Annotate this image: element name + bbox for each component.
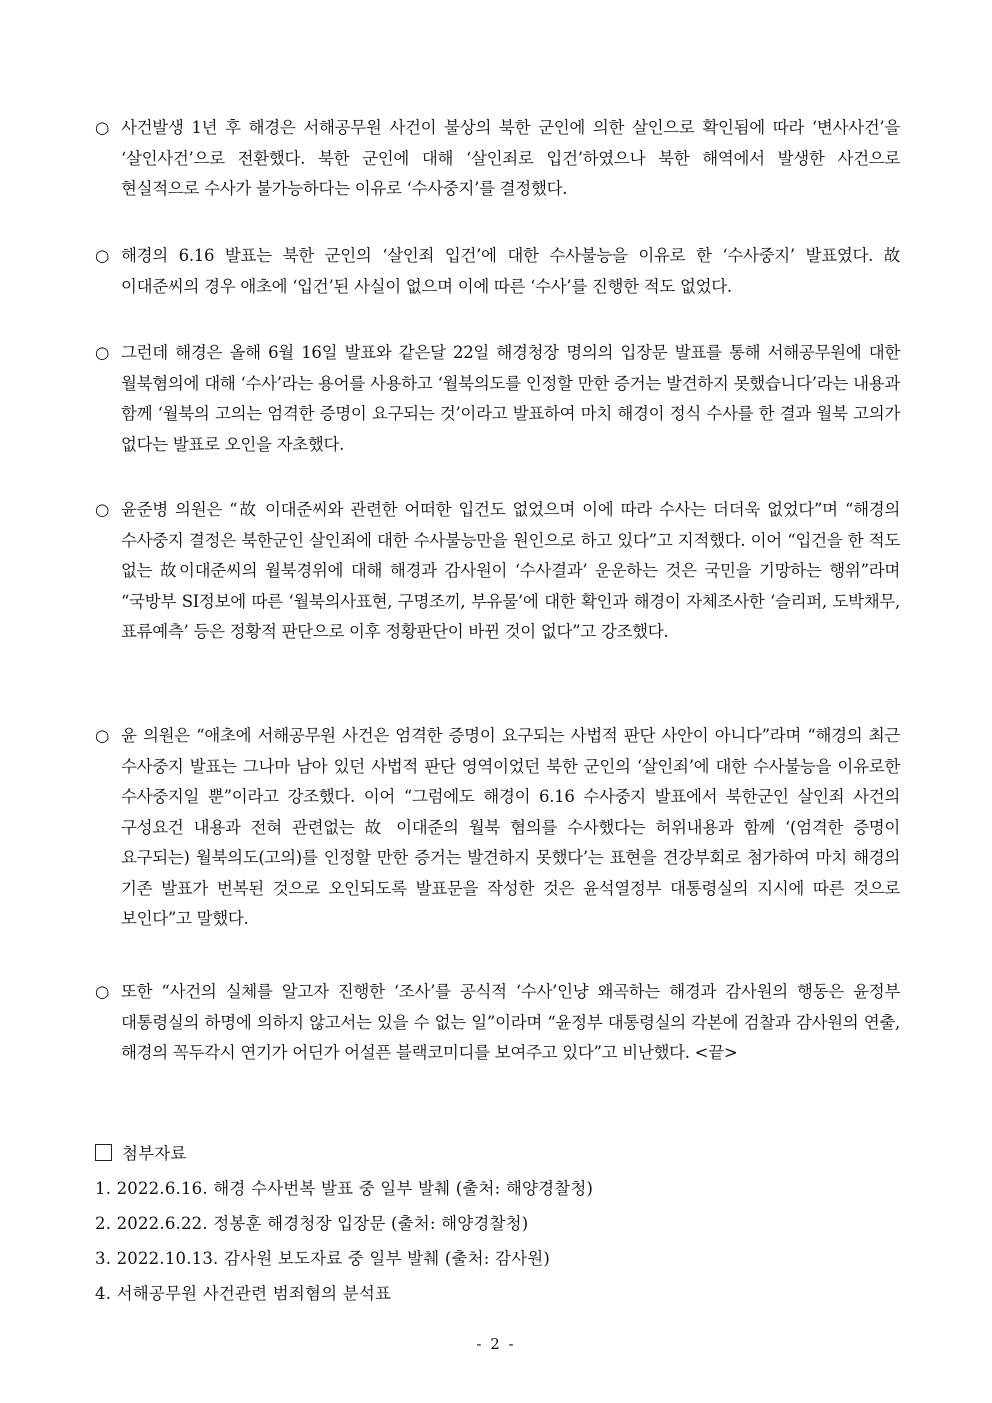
paragraph-6 — [95, 977, 900, 1069]
paragraph-text: 그런데 해경은 올해 6월 16일 발표와 같은달 22일 해경청장 명의의 입장문 발표를 통해 서해공무원에 대한 월북혐의에 대해 ‘수사’라는 용어를 사용하고 ‘월북의도를 인정할 만한 증거는 발견하지 못했습니다’라는 내용과 함께 ‘월북의 고의는 엄격한 증명이 요구되는 것’이라고 발표하여 마치 해경이 정식 수사를 한 결과 월북 고의가 없다는 발표로 오인을 자초했다. — [121, 343, 900, 454]
circle-bullet-icon: ○ — [95, 246, 110, 265]
circle-bullet-icon: ○ — [95, 343, 110, 362]
paragraph-2 — [95, 241, 900, 302]
circle-bullet-icon: ○ — [95, 118, 110, 137]
square-box-icon — [95, 1144, 112, 1161]
attachments-section — [95, 1136, 900, 1311]
paragraph-text: 해경의 6.16 발표는 북한 군인의 ‘살인죄 입건’에 대한 수사불능을 이유로 한 ‘수사중지’ 발표였다. 故 이대준씨의 경우 애초에 ‘입건’된 사실이 없으며 이에 따른 ‘수사’를 진행한 적도 없었다. — [121, 246, 900, 296]
page-number: - 2 - — [476, 1335, 516, 1353]
attachment-item: 4. 서해공무원 사건관련 범죄혐의 분석표 — [95, 1284, 392, 1303]
paragraph-3 — [95, 338, 900, 460]
circle-bullet-icon: ○ — [95, 726, 110, 745]
paragraph-4 — [95, 495, 900, 648]
attachment-item: 1. 2022.6.16. 해경 수사번복 발표 중 일부 발췌 (출처: 해양경찰청) — [95, 1179, 594, 1198]
attachment-item: 3. 2022.10.13. 감사원 보도자료 중 일부 발췌 (출처: 감사원) — [95, 1249, 551, 1268]
attachment-item: 2. 2022.6.22. 정봉훈 해경청장 입장문 (출처: 해양경찰청) — [95, 1214, 529, 1233]
attachments-heading — [95, 1136, 900, 1171]
paragraph-text: 또한 “사건의 실체를 알고자 진행한 ‘조사’를 공식적 ‘수사’인냥 왜곡하는 해경과 감사원의 행동은 윤정부 대통령실의 하명에 의하지 않고서는 있을 수 없는 일”이라며 “윤정부 대통령실의 각본에 검찰과 감사원의 연출, 해경의 꼭두각시 연기가 어딘가 어설픈 블랙코미디를 보여주고 있다”고 비난했다. <끝> — [121, 982, 900, 1062]
paragraph-1 — [95, 113, 900, 205]
attachments-heading-text: 첨부자료 — [122, 1144, 187, 1163]
paragraph-text: 윤 의원은 “애초에 서해공무원 사건은 엄격한 증명이 요구되는 사법적 판단 사안이 아니다”라며 “해경의 최근 수사중지 발표는 그나마 남아 있던 사법적 판단 영역이었던 북한 군인의 ‘살인죄’에 대한 수사불능을 이유로한 수사중지일 뿐”이라고 강조했다. 이어 “그럼에도 해경이 6.16 수사중지 발표에서 북한군인 살인죄 사건의 구성요건 내용과 전혀 관련없는 故 이대준의 월북 혐의를 수사했다는 허위내용과 함께 ‘(엄격한 증명이 요구되는) 월북의도(고의)를 인정할 만한 증거는 발견하지 못했다’는 표현을 견강부회로 첨가하여 마치 해경의 기존 발표가 번복된 것으로 오인되도록 발표문을 작성한 것은 윤석열정부 대통령실의 지시에 따른 것으로 보인다”고 말했다. — [121, 726, 900, 928]
attachments-list — [95, 1171, 900, 1311]
circle-bullet-icon: ○ — [95, 982, 110, 1001]
paragraph-5 — [95, 721, 900, 935]
circle-bullet-icon: ○ — [95, 500, 110, 519]
paragraph-text: 윤준병 의원은 “故 이대준씨와 관련한 어떠한 입건도 없었으며 이에 따라 수사는 더더욱 없었다”며 “해경의 수사중지 결정은 북한군인 살인죄에 대한 수사불능만을 원인으로 하고 있다”고 지적했다. 이어 “입건을 한 적도 없는 故이대준씨의 월북경위에 대해 해경과 감사원이 ‘수사결과’ 운운하는 것은 국민을 기망하는 행위”라며 “국방부 SI정보에 따른 ‘월북의사표현, 구명조끼, 부유물’에 대한 확인과 해경이 자체조사한 ‘슬리퍼, 도박채무, 표류예측’ 등은 정황적 판단으로 이후 정황판단이 바뀐 것이 없다”고 강조했다. — [121, 500, 900, 641]
paragraph-text: 사건발생 1년 후 해경은 서해공무원 사건이 불상의 북한 군인에 의한 살인으로 확인됨에 따라 ‘변사사건’을 ‘살인사건’으로 전환했다. 북한 군인에 대해 ‘살인죄로 입건’하였으나 북한 해역에서 발생한 사건으로 현실적으로 수사가 불가능하다는 이유로 ‘수사중지’를 결정했다. — [121, 118, 900, 198]
